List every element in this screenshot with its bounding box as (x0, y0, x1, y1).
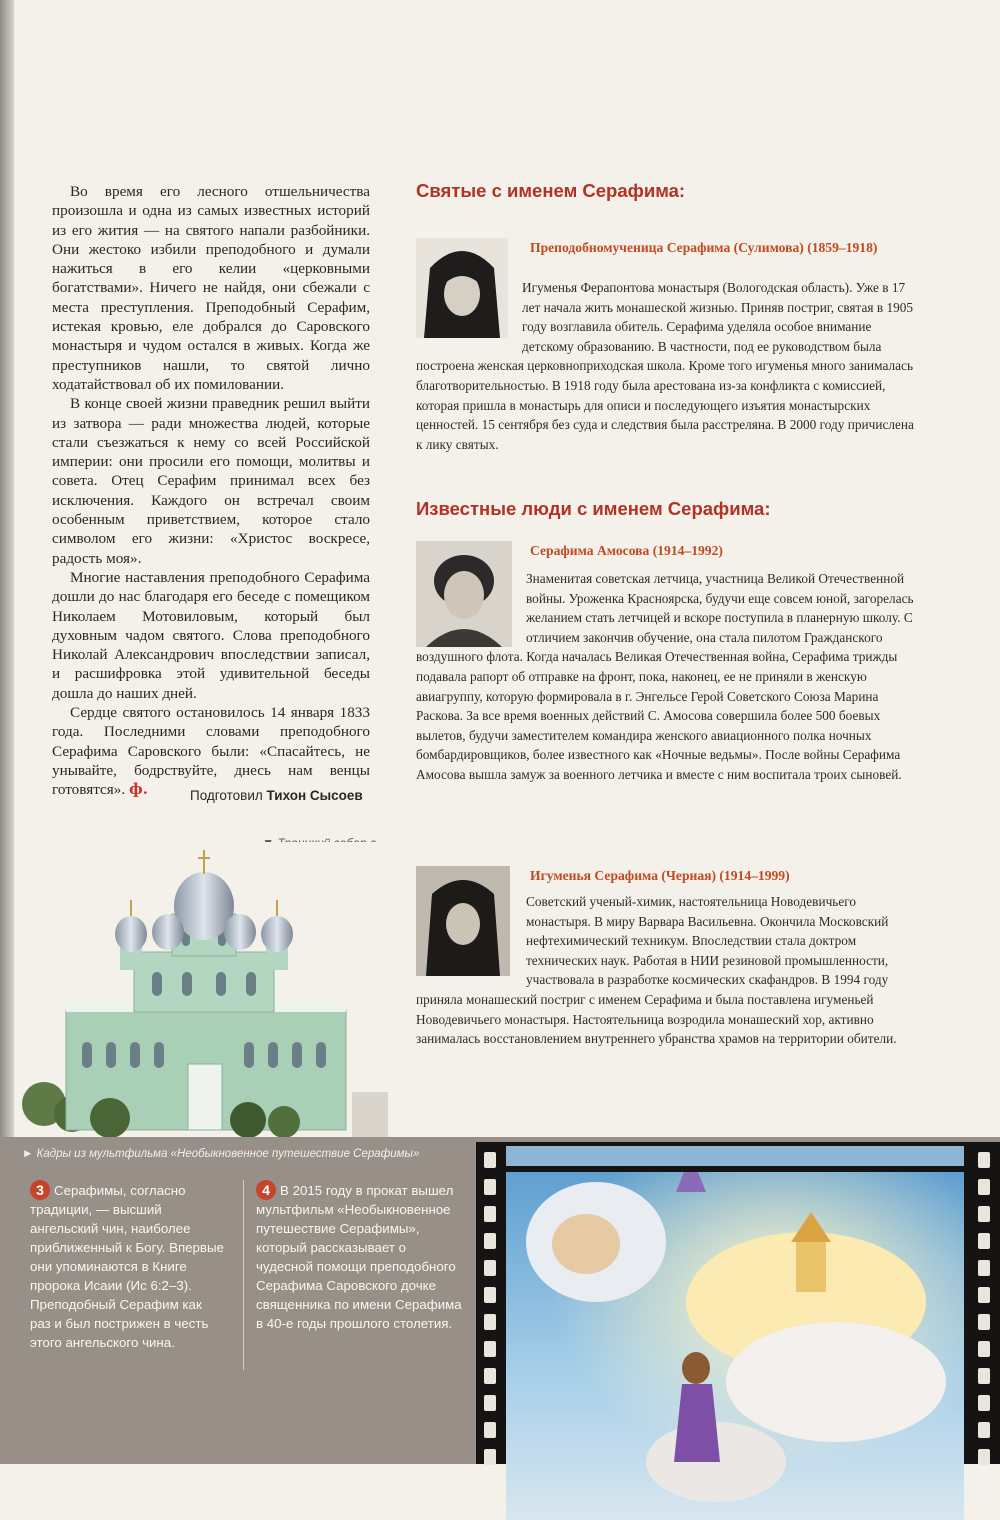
famous-name: Игуменья Серафима (Черная) (1914–1999) (530, 868, 790, 883)
fact-note-4 (256, 1180, 462, 1333)
saint-name: Преподобномученица Серафима (Сулимова) (1859–1918) (530, 240, 878, 255)
notes-divider (243, 1180, 244, 1370)
film-sprocket-hole (978, 1395, 990, 1411)
film-sprocket-hole (978, 1449, 990, 1465)
fact-text: Серафимы, согласно традиции, — высший ангельский чин, наиболее приближенный к Богу. Впервые они упоминаются в Книге пророка Исаии (Ис 6:2–3). Преподобный Серафим как раз и был пострижен в честь этого ангельского чина. (30, 1183, 224, 1350)
film-sprocket-hole (978, 1287, 990, 1303)
film-frame-top (506, 1146, 964, 1166)
film-sprocket-hole (484, 1314, 496, 1330)
fact-note-3 (30, 1180, 226, 1352)
article-paragraph: В конце своей жизни праведник решил выйти из затвора — ради множества людей, которые стали съезжаться к нему со всей Российской империи: они просили его помощи, молитвы и совета. Отец Серафим принимал всех без исключения. Каждого он встречал своим особенным приветствием, которое стало символом его жизни: «Христос воскресе, радость моя». (52, 395, 370, 567)
fact-text: В 2015 году в прокат вышел мультфильм «Необыкновенное путешествие Серафимы», который рассказывает о чудесной помощи преподобного Серафима Саровского дочке священника по имени Серафима в 40-е годы прошлого столетия. (256, 1183, 462, 1331)
film-sprocket-hole (484, 1395, 496, 1411)
author-signature (190, 788, 363, 803)
film-sprocket-hole (484, 1206, 496, 1222)
saint-bio-text: Игуменья Ферапонтова монастыря (Вологодская область). Уже в 17 лет начала жить монашеской жизнью. Приняв постриг, святая в 1905 году возглавила обитель. Серафима уделяла особое внимание детскому образованию. В частности, под ее руководством была построена женская церковноприходская школа. Кроме того игуменья много занималась благотворительностью. В 1918 году была арестована из-за конфликта с комиссией, которая пришла в монастырь для описи и последующего изъятия монастырских ценностей. 15 сентября без суда и следствия была расстреляна. В 2000 году причислена к лику святых. (416, 280, 914, 452)
signature-prefix: Подготовил (190, 788, 263, 803)
film-sprocket-hole (978, 1206, 990, 1222)
film-sprocket-hole (978, 1260, 990, 1276)
film-strip (476, 1142, 1000, 1464)
main-article (52, 182, 370, 800)
author-name: Тихон Сысоев (266, 788, 363, 803)
film-sprocket-hole (484, 1287, 496, 1303)
article-paragraph: Во время его лесного отшельничества произошла и одна из самых известных историй из его жития — на святого напали разбойники. Они жестоко избили преподобного и думали нажиться в его келии «церковными богатствами». Ничего не найдя, они сбежали с места преступления. Преподобный Серафим, истекая кровью, еле добрался до Саровского монастыря и чудом остался в живых. Когда же преступников нашли, то святой лично ходатайствовал об их помиловании. (52, 183, 370, 393)
article-last-text: Сердце святого остановилось 14 января 1833 года. Последними словами преподобного Серафима Саровского были: «Спасайтесь, не унывайте, бодрствуйте, днесь нам венцы готовятся». (52, 704, 370, 799)
famous-bio-text: Знаменитая советская летчица, участница Великой Отечественной войны. Уроженка Красноярска, будучи еще совсем юной, загорелась желанием стать летчицей и вскоре поступила в планерную школу. С отличием закончив обучение, она стала пилотом Гражданского воздушного флота. Когда началась Великая Отечественная война, Серафима трижды подавала рапорт об отправке на фронт, пока, наконец, ее не приняли в женскую авиагруппу, которую формировала в г. Энгельсе Герой Советского Союза Марина Раскова. За все время военных действий С. Амосова совершила более 500 боевых вылетов, будучи заместителем командира женского авиационного полка ночных бомбардировщиков, более известного как «Ночные ведьмы». После войны Серафима Амосова вышла замуж за военного летчика и вместе с ним воспитала троих сыновей. (416, 571, 914, 782)
famous-bio (416, 892, 916, 1049)
film-sprocket-hole (978, 1422, 990, 1438)
saint-entry-sulimova (416, 238, 916, 478)
film-sprocket-hole (484, 1422, 496, 1438)
film-sprocket-hole (978, 1314, 990, 1330)
cathedral-photo (22, 842, 388, 1138)
strip-label (22, 1148, 419, 1160)
famous-entry-amosova (416, 541, 916, 841)
film-sprocket-hole (978, 1179, 990, 1195)
film-sprocket-hole (484, 1449, 496, 1465)
film-sprocket-hole (484, 1179, 496, 1195)
film-frame-main (506, 1172, 964, 1520)
film-sprocket-hole (978, 1368, 990, 1384)
film-sprocket-hole (484, 1341, 496, 1357)
film-sprocket-hole (484, 1233, 496, 1249)
fact-number-badge: 4 (256, 1180, 276, 1200)
strip-label-marker-icon: ► (22, 1148, 34, 1160)
film-sprocket-hole (978, 1341, 990, 1357)
film-sprocket-hole (978, 1233, 990, 1249)
film-sprocket-hole (978, 1152, 990, 1168)
saint-bio (416, 278, 916, 454)
article-paragraph (52, 703, 370, 799)
famous-name: Серафима Амосова (1914–1992) (530, 543, 723, 558)
fact-number-badge: 3 (30, 1180, 50, 1200)
names-sidebar (416, 180, 916, 202)
famous-entry-chernaya (416, 866, 916, 1096)
end-mark: ф. (128, 780, 148, 799)
film-sprocket-hole (484, 1368, 496, 1384)
famous-heading: Известные люди с именем Серафима: (416, 498, 771, 519)
saints-heading: Святые с именем Серафима: (416, 180, 686, 201)
famous-bio-text: Советский ученый-химик, настоятельница Новодевичьего монастыря. В миру Варвара Васильевна. Окончила Московский нефтехимический техникум. Впоследствии стала доктром технических наук. Работая в НИИ резиновой промышленности, участвовала в разработке космических скафандров. В 1994 году приняла монашеский постриг с именем Серафима и была поставлена игуменьей Новодевичьего монастыря. Настоятельница возродила монашеский хор, активно занималась восстановлением внутреннего убранства храмов на территории обители. (416, 894, 897, 1047)
film-sprocket-hole (484, 1152, 496, 1168)
article-paragraph: Многие наставления преподобного Серафима дошли до нас благодаря его беседе с помещиком Николаем Мотовиловым, который был духовным чадом святого. Слова преподобного Николай Александрович впоследствии записал, и расшифровка этой удивительной беседы дошла до наших дней. (52, 568, 370, 702)
famous-section (416, 498, 916, 520)
famous-bio (416, 569, 916, 785)
film-sprocket-hole (484, 1260, 496, 1276)
strip-label-text: Кадры из мультфильма «Необыкновенное путешествие Серафимы» (36, 1148, 420, 1160)
